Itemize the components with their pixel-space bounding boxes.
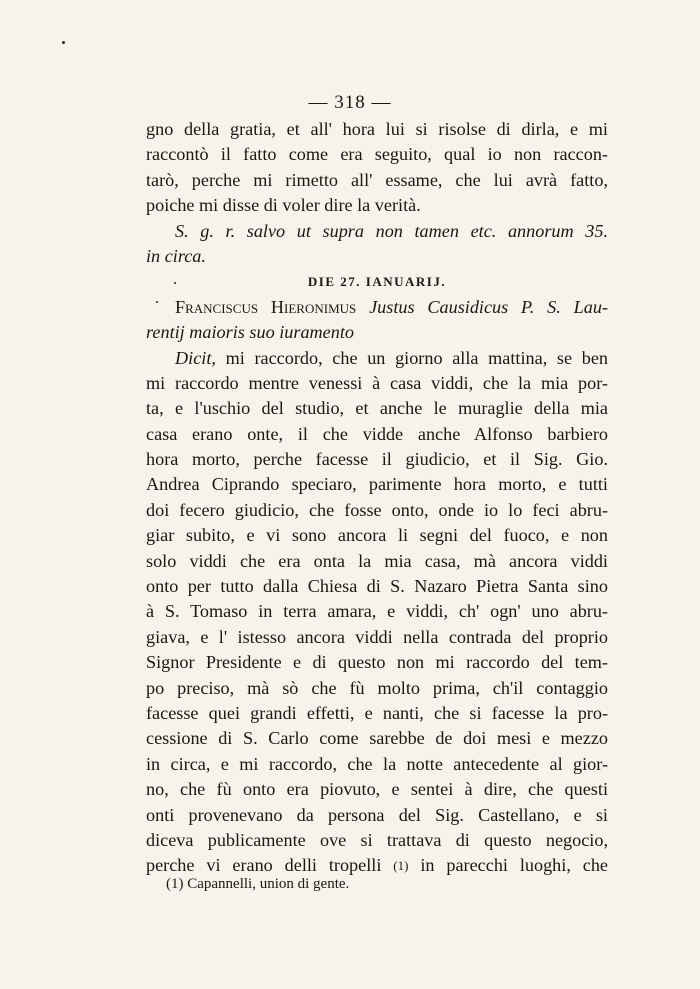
text-line: in circa, e mi raccordo, che la notte antecedente al gior- — [146, 753, 608, 774]
text-line: giava, e l' istesso ancora viddi nella contrada del proprio — [146, 626, 608, 647]
swear-formula-line: S. g. r. salvo ut supra non tamen etc. annorum 35. — [175, 220, 608, 241]
text-line: solo viddi che era onta la mia casa, mà ancora viddi — [146, 550, 608, 571]
text-line: Andrea Ciprando speciaro, parimente hora morto, e tutti — [146, 474, 608, 495]
text-span: perche vi erano delli tropelli — [146, 855, 382, 876]
text-line: raccontò il fatto come era seguito, qual io non raccon- — [146, 144, 608, 165]
witness-heading-line — [146, 295, 608, 320]
date-heading: DIE 27. IANUARIJ. — [307, 274, 447, 290]
text-line: hora morto, perche facesse il giudicio, et il Sig. Gio. — [146, 449, 608, 470]
text-line: tarò, perche mi rimetto all' essame, che lui avrà fatto, — [146, 169, 608, 190]
footnote: (1) Capannelli, union di gente. — [166, 876, 350, 892]
text-span: in parecchi luoghi, che — [420, 855, 608, 876]
text-line: Signor Presidente e di questo non mi raccordo del tem- — [146, 652, 608, 673]
text-line: doi fecero giudicio, che fosse onto, onde io lo feci abru- — [146, 499, 608, 520]
text-line: à S. Tomaso in terra amara, e viddi, ch' ogn' uno abru- — [146, 601, 608, 622]
text-line: facesse quei grandi effetti, e nanti, che si facesse la pro- — [146, 702, 608, 723]
text-line: onti provenevano da persona del Sig. Castellano, e si — [146, 804, 608, 825]
page-speck — [62, 41, 65, 44]
text-span: mi raccordo, che un giorno alla mattina, se ben — [225, 347, 608, 368]
footnote-reference: (1) — [393, 858, 409, 874]
text-line: giar subito, e vi sono ancora li segni del fuoco, e non — [146, 525, 608, 546]
text-line — [146, 346, 608, 371]
dicit-word: Dicit, — [175, 347, 216, 368]
witness-title-line: rentij maioris suo iuramento — [146, 322, 354, 343]
text-line: poiche mi disse di voler dire la verità. — [146, 195, 421, 216]
text-line: mi raccordo mentre venessi à casa viddi, che la mia por- — [146, 372, 608, 393]
witness-title: Justus Causidicus P. S. Lau- — [369, 296, 608, 317]
page-number: — 318 — — [308, 92, 392, 113]
body-text — [146, 117, 608, 879]
text-line: po preciso, mà sò che fù molto prima, ch'il contaggio — [146, 677, 608, 698]
text-line: onto per tutto dalla Chiesa di S. Nazaro Pietra Santa sino — [146, 576, 608, 597]
swear-formula-line: in circa. — [146, 245, 206, 266]
text-line: casa erano onte, il che vidde anche Alfonso barbiero — [146, 423, 608, 444]
witness-name: Franciscus Hieronimus — [175, 296, 357, 317]
text-line: no, che fù onto era piovuto, e sentei à dire, che questi — [146, 779, 608, 800]
text-line — [146, 853, 608, 878]
text-line: diceva publicamente ove si trattava di questo negocio, — [146, 829, 608, 850]
text-line: cessione di S. Carlo come sarebbe de doi mesi e mezzo — [146, 728, 608, 749]
text-line: ta, e l'uschio del studio, et anche le muraglie della mia — [146, 398, 608, 419]
text-line: gno della gratia, et all' hora lui si risolse di dirla, e mi — [146, 119, 608, 139]
